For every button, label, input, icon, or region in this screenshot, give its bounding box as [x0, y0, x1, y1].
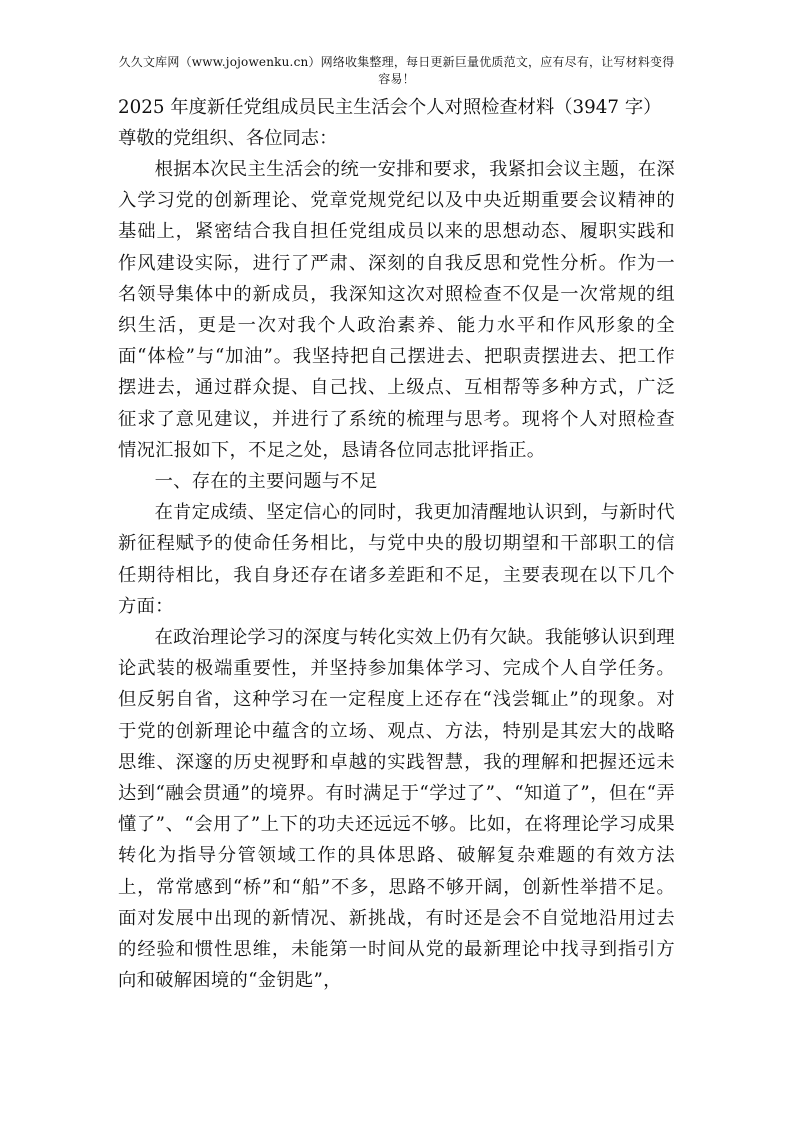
body-paragraph: 在政治理论学习的深度与转化实效上仍有欠缺。我能够认识到理论武装的极端重要性，并坚持参加集体学习、完成个人自学任务。但反躬自省，这种学习在一定程度上还存在“浅尝辄止”的现象。对于党的创新理论中蕴含的立场、观点、方法，特别是其宏大的战略思维、深邃的历史视野和卓越的实践智慧，我的理解和把握还远未达到“融会贯通”的境界。有时满足于“学过了”、“知道了”，但在“弄懂了”、“会用了”上下的功夫还远远不够。比如，在将理论学习成果转化为指导分管领域工作的具体思路、破解复杂难题的有效方法上，常常感到“桥”和“船”不多，思路不够开阔，创新性举措不足。面对发展中出现的新情况、新挑战，有时还是会不自觉地沿用过去的经验和惯性思维，未能第一时间从党的最新理论中找寻到指引方向和破解困境的“金钥匙”， — [118, 627, 675, 992]
section-heading: 一、存在的主要问题与不足 — [154, 471, 378, 493]
section-intro-paragraph: 在肯定成绩、坚定信心的同时，我更加清醒地认识到，与新时代新征程赋予的使命任务相比，与党中央的殷切期望和干部职工的信任期待相比，我自身还存在诸多差距和不足，主要表现在以下几个方面： — [118, 502, 675, 617]
document-body — [118, 154, 675, 996]
salutation: 尊敬的党组织、各位同志： — [118, 128, 338, 149]
document-title: 2025 年度新任党组成员民主生活会个人对照检查材料（3947 字） — [118, 97, 662, 118]
source-header-note: 久久文库网（www.jojowenku.cn）网络收集整理，每日更新巨量优质范文，应有尽有，让写材料变得容易！ — [118, 55, 675, 86]
intro-paragraph: 根据本次民主生活会的统一安排和要求，我紧扣会议主题，在深入学习党的创新理论、党章党规党纪以及中央近期重要会议精神的基础上，紧密结合我自担任党组成员以来的思想动态、履职实践和作风建设实际，进行了严肃、深刻的自我反思和党性分析。作为一名领导集体中的新成员，我深知这次对照检查不仅是一次常规的组织生活，更是一次对我个人政治素养、能力水平和作风形象的全面“体检”与“加油”。我坚持把自己摆进去、把职责摆进去、把工作摆进去，通过群众提、自己找、上级点、互相帮等多种方式，广泛征求了意见建议，并进行了系统的梳理与思考。现将个人对照检查情况汇报如下，不足之处，恳请各位同志批评指正。 — [118, 159, 675, 461]
